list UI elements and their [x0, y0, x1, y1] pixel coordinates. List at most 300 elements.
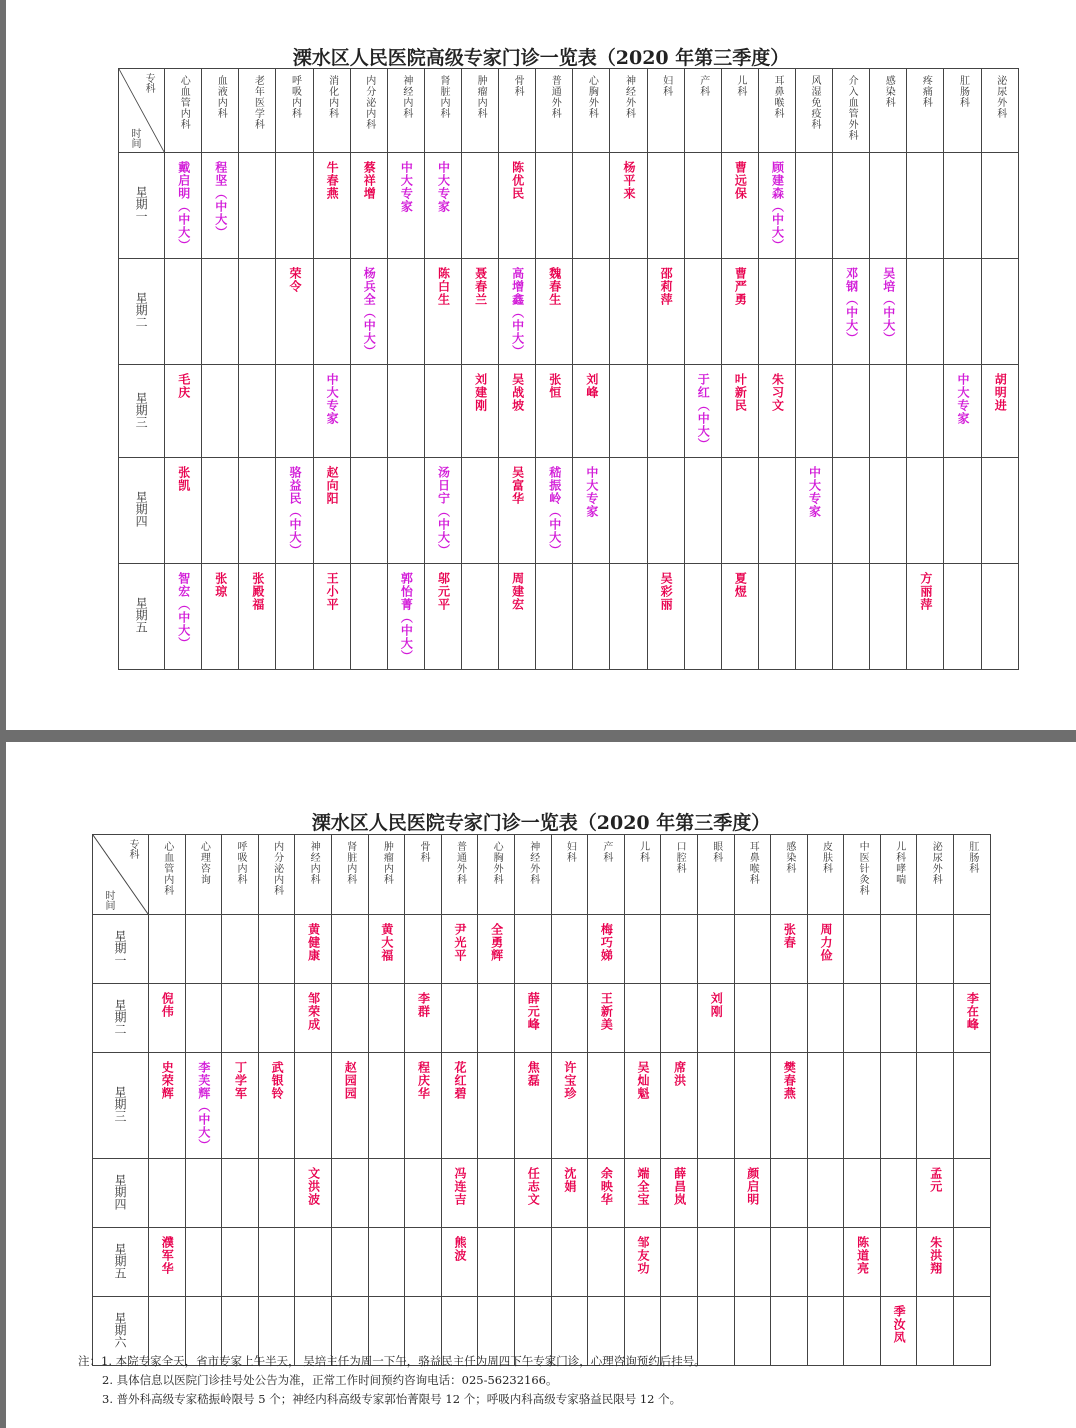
- department-label: 产科: [600, 841, 612, 863]
- schedule-cell: [202, 458, 239, 564]
- department-label: 泌尿外科: [994, 75, 1006, 119]
- schedule-cell: [573, 564, 610, 670]
- department-label: 内分泌内科: [363, 75, 375, 130]
- expert-name: 杨兵全（中大）: [362, 267, 377, 358]
- expert-name: 吴战坡: [510, 373, 525, 412]
- expert-name: 张春: [782, 923, 797, 949]
- department-label: 皮肤科: [820, 841, 832, 874]
- schedule-cell: [313, 458, 350, 564]
- schedule-cell: [833, 564, 870, 670]
- expert-name: 蔡祥增: [362, 161, 377, 200]
- schedule-cell: [981, 153, 1018, 259]
- schedule-cell: [981, 365, 1018, 458]
- schedule-cell: [624, 1228, 661, 1297]
- page-two: [6, 742, 1076, 1428]
- schedule-row: [119, 259, 1019, 365]
- expert-name: 朱洪翔: [928, 1236, 943, 1275]
- expert-name: 邹友功: [636, 1236, 651, 1275]
- schedule-cell: [661, 1228, 698, 1297]
- expert-name: 沈娟: [562, 1167, 577, 1193]
- weekday-label: 星期五: [134, 597, 149, 633]
- expert-name: 赵园园: [343, 1061, 358, 1100]
- expert-name: 全勇辉: [489, 923, 504, 962]
- expert-name: 吴灿魁: [636, 1061, 651, 1100]
- expert-name: 中大专家: [325, 373, 340, 425]
- expert-name: 邹荣成: [306, 992, 321, 1031]
- senior-expert-schedule-table: [118, 68, 1019, 670]
- weekday-label: 星期一: [134, 186, 149, 222]
- schedule-cell: [165, 153, 202, 259]
- schedule-cell: [222, 984, 259, 1053]
- department-label: 普通外科: [549, 75, 561, 119]
- schedule-cell: [944, 259, 981, 365]
- schedule-cell: [276, 365, 313, 458]
- schedule-cell: [588, 915, 625, 984]
- schedule-cell: [499, 259, 536, 365]
- department-header: [684, 69, 721, 153]
- expert-name: 任志文: [526, 1167, 541, 1206]
- schedule-cell: [295, 1159, 332, 1228]
- expert-name: 汤日宁（中大）: [436, 466, 451, 557]
- schedule-cell: [844, 984, 881, 1053]
- department-label: 中医针灸科: [857, 841, 869, 896]
- schedule-cell: [165, 365, 202, 458]
- department-label: 儿科: [734, 75, 746, 97]
- expert-name: 薛昌岚: [672, 1167, 687, 1206]
- schedule-cell: [796, 259, 833, 365]
- department-header: [734, 835, 771, 915]
- schedule-cell: [350, 458, 387, 564]
- department-header: [833, 69, 870, 153]
- schedule-cell: [478, 1159, 515, 1228]
- notes-block: [78, 1352, 706, 1409]
- schedule-cell: [954, 984, 991, 1053]
- schedule-cell: [331, 915, 368, 984]
- schedule-cell: [313, 365, 350, 458]
- schedule-cell: [917, 984, 954, 1053]
- expert-name: 胡明进: [993, 373, 1008, 412]
- schedule-cell: [295, 915, 332, 984]
- schedule-cell: [610, 564, 647, 670]
- expert-name: 余映华: [599, 1167, 614, 1206]
- schedule-cell: [917, 1228, 954, 1297]
- schedule-cell: [870, 365, 907, 458]
- expert-name: 方丽萍: [918, 572, 933, 611]
- schedule-cell: [331, 1159, 368, 1228]
- schedule-cell: [796, 153, 833, 259]
- schedule-cell: [870, 458, 907, 564]
- department-header: [478, 835, 515, 915]
- schedule-cell: [573, 365, 610, 458]
- schedule-cell: [647, 458, 684, 564]
- expert-name: 武银铃: [270, 1061, 285, 1100]
- schedule-cell: [907, 458, 944, 564]
- schedule-cell: [239, 259, 276, 365]
- expert-name: 席洪: [672, 1061, 687, 1087]
- schedule-cell: [697, 984, 734, 1053]
- department-label: 儿科哮喘: [893, 841, 905, 885]
- schedule-cell: [514, 1228, 551, 1297]
- department-label: 神经内科: [308, 841, 320, 885]
- schedule-cell: [202, 564, 239, 670]
- department-label: 泌尿外科: [930, 841, 942, 885]
- schedule-cell: [239, 458, 276, 564]
- schedule-cell: [551, 984, 588, 1053]
- schedule-cell: [331, 1228, 368, 1297]
- schedule-cell: [478, 984, 515, 1053]
- department-label: 神经外科: [527, 841, 539, 885]
- weekday-label: 星期四: [134, 491, 149, 527]
- schedule-cell: [295, 1228, 332, 1297]
- senior-expert-table-title: 溧水区人民医院高级专家门诊一览表（2020 年第三季度）: [292, 47, 790, 69]
- department-header: [499, 69, 536, 153]
- schedule-cell: [684, 153, 721, 259]
- schedule-row: [93, 1228, 991, 1297]
- schedule-cell: [844, 1297, 881, 1366]
- schedule-cell: [954, 1053, 991, 1159]
- department-label: 心胸外科: [491, 841, 503, 885]
- schedule-cell: [239, 365, 276, 458]
- department-header: [165, 69, 202, 153]
- schedule-cell: [441, 915, 478, 984]
- schedule-cell: [833, 365, 870, 458]
- expert-name: 丁学军: [233, 1061, 248, 1100]
- schedule-cell: [697, 1159, 734, 1228]
- schedule-cell: [276, 458, 313, 564]
- schedule-cell: [684, 259, 721, 365]
- expert-table-title: 溧水区人民医院专家门诊一览表（2020 年第三季度）: [311, 812, 771, 834]
- department-header: [917, 835, 954, 915]
- expert-name: 魏春生: [547, 267, 562, 306]
- department-label: 心理咨询: [198, 841, 210, 885]
- expert-name: 杨平来: [622, 161, 636, 200]
- schedule-cell: [981, 458, 1018, 564]
- corner-label-time: 时间: [103, 890, 114, 910]
- expert-name: 吴彩丽: [659, 572, 674, 611]
- department-label: 呼吸内科: [234, 841, 246, 885]
- expert-name: 于红（中大）: [696, 373, 711, 451]
- expert-name: 陈优民: [510, 161, 525, 200]
- expert-name: 倪伟: [160, 992, 175, 1018]
- corner-header: [93, 835, 149, 915]
- department-label: 消化内科: [326, 75, 338, 119]
- weekday-header: [93, 1159, 149, 1228]
- expert-name: 李芙辉（中大）: [196, 1061, 211, 1152]
- department-label: 耳鼻喉科: [771, 75, 783, 119]
- department-label: 儿科: [637, 841, 649, 863]
- schedule-cell: [350, 564, 387, 670]
- weekday-label: 星期一: [113, 929, 127, 966]
- schedule-cell: [807, 1159, 844, 1228]
- schedule-cell: [536, 458, 573, 564]
- schedule-cell: [149, 1053, 186, 1159]
- schedule-cell: [661, 1053, 698, 1159]
- schedule-cell: [807, 1297, 844, 1366]
- schedule-cell: [405, 915, 442, 984]
- schedule-cell: [368, 1228, 405, 1297]
- page-one: [6, 0, 1076, 730]
- schedule-cell: [551, 1159, 588, 1228]
- department-header: [944, 69, 981, 153]
- schedule-cell: [796, 365, 833, 458]
- weekday-label: 星期二: [134, 292, 149, 328]
- schedule-cell: [954, 1228, 991, 1297]
- schedule-cell: [734, 1228, 771, 1297]
- department-label: 神经外科: [623, 75, 635, 119]
- department-header: [424, 69, 461, 153]
- schedule-cell: [387, 259, 424, 365]
- department-header: [202, 69, 239, 153]
- schedule-cell: [880, 1297, 917, 1366]
- department-label: 老年医学科: [252, 75, 264, 130]
- expert-name: 周建宏: [510, 572, 525, 611]
- schedule-cell: [917, 1297, 954, 1366]
- department-header: [697, 835, 734, 915]
- schedule-cell: [478, 915, 515, 984]
- weekday-label: 星期六: [113, 1311, 127, 1348]
- schedule-cell: [907, 153, 944, 259]
- schedule-cell: [944, 564, 981, 670]
- schedule-cell: [149, 984, 186, 1053]
- schedule-row: [93, 1159, 991, 1228]
- expert-name: 刘峰: [584, 373, 599, 399]
- schedule-cell: [624, 915, 661, 984]
- schedule-cell: [424, 153, 461, 259]
- schedule-cell: [258, 984, 295, 1053]
- schedule-cell: [441, 1053, 478, 1159]
- schedule-row: [93, 915, 991, 984]
- department-header: [796, 69, 833, 153]
- schedule-cell: [734, 1297, 771, 1366]
- schedule-cell: [610, 153, 647, 259]
- expert-name: 张凯: [176, 466, 191, 492]
- corner-label-time: 时间: [129, 128, 140, 148]
- weekday-header: [119, 365, 165, 458]
- schedule-cell: [807, 1228, 844, 1297]
- department-header: [368, 835, 405, 915]
- schedule-cell: [833, 259, 870, 365]
- schedule-cell: [807, 984, 844, 1053]
- schedule-cell: [405, 1053, 442, 1159]
- schedule-cell: [870, 153, 907, 259]
- department-header: [758, 69, 795, 153]
- department-header: [387, 69, 424, 153]
- schedule-cell: [944, 458, 981, 564]
- schedule-cell: [833, 458, 870, 564]
- schedule-cell: [844, 1159, 881, 1228]
- department-label: 感染科: [783, 841, 795, 874]
- expert-name: 赵向阳: [325, 466, 340, 505]
- schedule-cell: [588, 1053, 625, 1159]
- department-label: 血液内科: [215, 75, 227, 119]
- department-header: [185, 835, 222, 915]
- note-line: 2. 具体信息以医院门诊挂号处公告为准，正常工作时间预约咨询电话：025-56232166。: [102, 1373, 558, 1387]
- expert-name: 吴培（中大）: [881, 267, 896, 345]
- expert-name: 樊春燕: [782, 1061, 797, 1100]
- department-header: [880, 835, 917, 915]
- schedule-cell: [258, 1053, 295, 1159]
- schedule-cell: [880, 1228, 917, 1297]
- expert-name: 黄健康: [306, 923, 321, 962]
- department-header: [954, 835, 991, 915]
- schedule-cell: [697, 915, 734, 984]
- department-header: [721, 69, 758, 153]
- schedule-cell: [536, 564, 573, 670]
- schedule-cell: [387, 365, 424, 458]
- expert-name: 中大专家: [436, 161, 451, 213]
- department-label: 普通外科: [454, 841, 466, 885]
- department-header: [907, 69, 944, 153]
- schedule-cell: [588, 1159, 625, 1228]
- department-header: [661, 835, 698, 915]
- expert-name: 曹远保: [733, 161, 748, 200]
- schedule-cell: [202, 259, 239, 365]
- schedule-cell: [368, 1159, 405, 1228]
- schedule-cell: [514, 984, 551, 1053]
- schedule-cell: [907, 365, 944, 458]
- schedule-cell: [610, 259, 647, 365]
- schedule-cell: [424, 458, 461, 564]
- schedule-cell: [149, 1159, 186, 1228]
- department-label: 肿瘤内科: [381, 841, 393, 885]
- schedule-cell: [954, 915, 991, 984]
- schedule-cell: [424, 365, 461, 458]
- schedule-row: [119, 458, 1019, 564]
- schedule-cell: [313, 259, 350, 365]
- schedule-cell: [462, 458, 499, 564]
- schedule-cell: [807, 915, 844, 984]
- schedule-cell: [424, 259, 461, 365]
- expert-name: 邵莉萍: [659, 267, 674, 306]
- department-label: 骨科: [417, 841, 429, 863]
- corner-label-department: 专科: [143, 73, 155, 93]
- schedule-cell: [258, 915, 295, 984]
- schedule-cell: [276, 259, 313, 365]
- weekday-header: [119, 564, 165, 670]
- schedule-cell: [499, 564, 536, 670]
- expert-name: 曹严勇: [733, 267, 748, 306]
- expert-name: 文洪波: [306, 1167, 321, 1206]
- schedule-cell: [331, 1053, 368, 1159]
- expert-name: 中大专家: [584, 466, 599, 518]
- expert-name: 陈道亮: [855, 1236, 870, 1275]
- expert-name: 孟元: [928, 1167, 943, 1193]
- department-header: [624, 835, 661, 915]
- schedule-cell: [807, 1053, 844, 1159]
- schedule-cell: [944, 365, 981, 458]
- note-line: 注：1. 本院专家全天，省市专家上午半天， 吴培主任为周一下午，骆益民主任为周四下午专家门诊，心理咨询预约后挂号。: [78, 1354, 706, 1368]
- department-label: 肾脏内科: [437, 75, 449, 119]
- department-label: 内分泌内科: [271, 841, 283, 896]
- schedule-cell: [880, 984, 917, 1053]
- schedule-cell: [185, 1228, 222, 1297]
- schedule-cell: [917, 915, 954, 984]
- expert-name: 嵇振岭（中大）: [547, 466, 562, 557]
- department-header: [610, 69, 647, 153]
- schedule-cell: [684, 564, 721, 670]
- corner-label-department: 专科: [127, 839, 138, 859]
- schedule-cell: [954, 1297, 991, 1366]
- schedule-cell: [697, 1053, 734, 1159]
- department-header: [551, 835, 588, 915]
- expert-name: 颜启明: [745, 1167, 760, 1206]
- expert-name: 端全宝: [636, 1167, 651, 1206]
- schedule-cell: [368, 984, 405, 1053]
- schedule-cell: [185, 915, 222, 984]
- department-header: [258, 835, 295, 915]
- schedule-cell: [499, 153, 536, 259]
- schedule-cell: [610, 458, 647, 564]
- schedule-cell: [771, 1297, 808, 1366]
- schedule-cell: [313, 564, 350, 670]
- schedule-cell: [514, 915, 551, 984]
- expert-name: 邬元平: [436, 572, 451, 611]
- schedule-cell: [758, 458, 795, 564]
- expert-name: 戴启明（中大）: [176, 161, 191, 252]
- department-header: [807, 835, 844, 915]
- schedule-cell: [222, 915, 259, 984]
- weekday-label: 星期四: [113, 1173, 127, 1210]
- department-header: [276, 69, 313, 153]
- schedule-row: [93, 984, 991, 1053]
- expert-name: 梅巧娣: [599, 923, 614, 962]
- schedule-cell: [796, 564, 833, 670]
- department-header: [514, 835, 551, 915]
- schedule-cell: [222, 1228, 259, 1297]
- department-label: 感染科: [883, 75, 895, 108]
- expert-name: 张琼: [213, 572, 228, 598]
- schedule-cell: [202, 365, 239, 458]
- schedule-cell: [551, 915, 588, 984]
- schedule-cell: [478, 1053, 515, 1159]
- schedule-cell: [758, 153, 795, 259]
- schedule-cell: [624, 1159, 661, 1228]
- schedule-cell: [647, 259, 684, 365]
- schedule-cell: [462, 365, 499, 458]
- department-header: [405, 835, 442, 915]
- expert-name: 朱习文: [770, 373, 785, 412]
- schedule-cell: [907, 564, 944, 670]
- schedule-cell: [441, 984, 478, 1053]
- schedule-cell: [514, 1159, 551, 1228]
- schedule-cell: [771, 1159, 808, 1228]
- department-label: 肿瘤内科: [475, 75, 487, 119]
- schedule-cell: [313, 153, 350, 259]
- expert-name: 薛元峰: [526, 992, 541, 1031]
- department-header: [350, 69, 387, 153]
- note-line: 3. 普外科高级专家嵇振岭限号 5 个；神经内科高级专家郭怡菁限号 12 个；呼吸内科高级专家骆益民限号 12 个。: [102, 1392, 682, 1406]
- department-header: [239, 69, 276, 153]
- department-label: 妇科: [564, 841, 576, 863]
- schedule-cell: [295, 984, 332, 1053]
- schedule-cell: [734, 984, 771, 1053]
- schedule-cell: [917, 1159, 954, 1228]
- department-header: [462, 69, 499, 153]
- schedule-cell: [462, 564, 499, 670]
- schedule-cell: [721, 365, 758, 458]
- department-header: [149, 835, 186, 915]
- schedule-cell: [684, 365, 721, 458]
- schedule-cell: [697, 1228, 734, 1297]
- schedule-cell: [424, 564, 461, 670]
- expert-name: 李群: [416, 992, 431, 1018]
- schedule-cell: [331, 984, 368, 1053]
- department-header: [441, 835, 478, 915]
- schedule-cell: [954, 1159, 991, 1228]
- expert-name: 牛春燕: [325, 161, 340, 200]
- expert-name: 顾建森（中大）: [770, 161, 785, 252]
- schedule-cell: [462, 259, 499, 365]
